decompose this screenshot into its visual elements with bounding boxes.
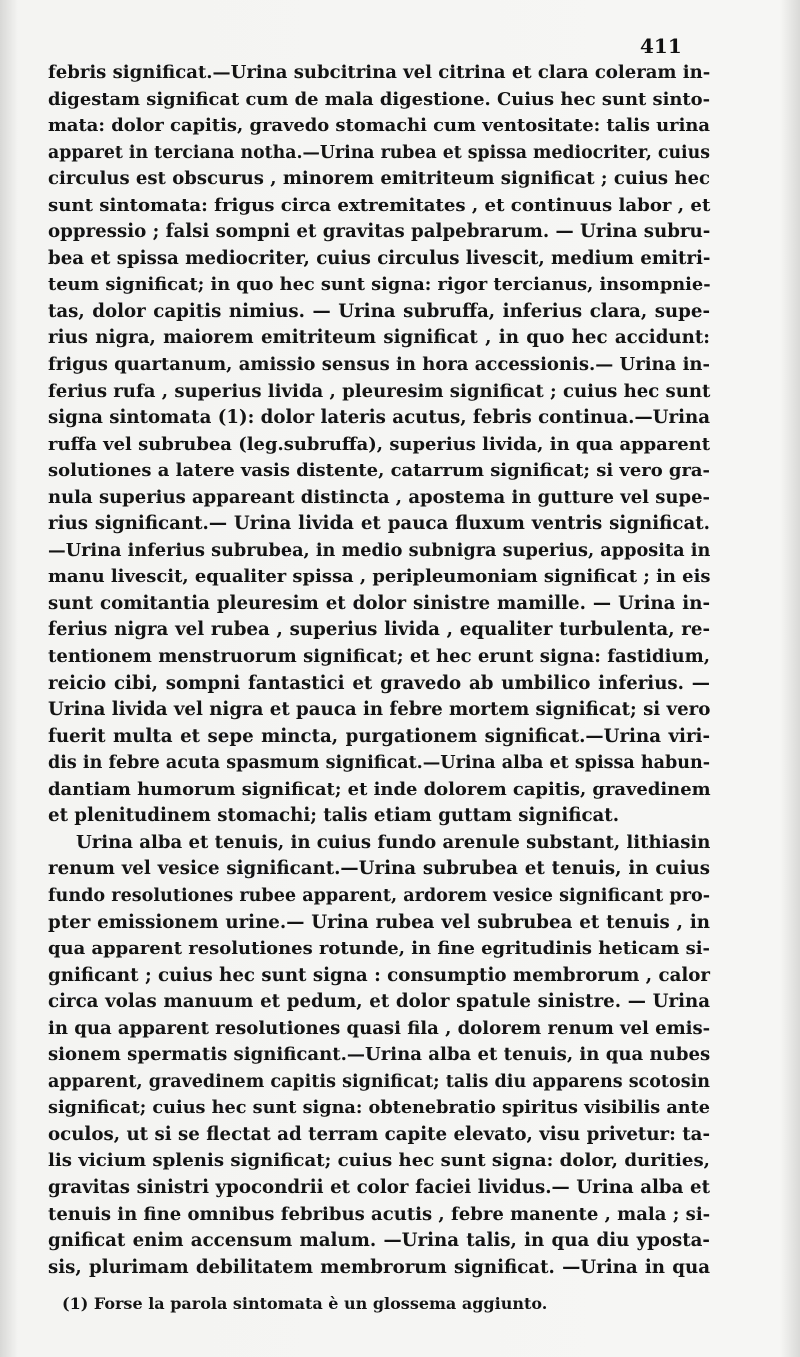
text-line: dis in febre acuta spasmum significat.—Urina alba et spissa habun- [48, 753, 710, 774]
text-line: tentionem menstruorum significat; et hec erunt signa: fastidium, [48, 646, 710, 668]
text-line: frigus quartanum, amissio sensus in hora accessionis.— Urina in- [48, 354, 710, 376]
text-line: tenuis in fine omnibus febribus acutis , febre manente , mala ; si- [48, 1203, 711, 1225]
body-text [48, 60, 710, 1281]
text-line: fuerit multa et sepe mincta, purgationem significat.—Urina viri- [48, 725, 710, 747]
page-number: 411 [640, 34, 682, 58]
text-line: ruffa vel subrubea (leg.subruffa), superius livida, in qua apparent [48, 433, 710, 455]
text-line: nula superius appareant distincta , apostema in gutture vel supe- [48, 486, 710, 508]
text-line: sunt sintomata: frigus circa extremitates , et continuus labor , et [48, 194, 711, 216]
text-line: sionem spermatis significant.—Urina alba et tenuis, in qua nubes [48, 1044, 711, 1066]
text-line: fundo resolutiones rubee apparent, ardorem vesice significant pro- [48, 884, 710, 906]
text-line: in qua apparent resolutiones quasi fila , dolorem renum vel emis- [48, 1017, 711, 1039]
text-line: gravitas sinistri ypocondrii et color faciei lividus.— Urina alba et [48, 1176, 710, 1198]
text-line: circulus est obscurus , minorem emitriteum significat ; cuius hec [48, 168, 710, 190]
text-line: lis vicium splenis significat; cuius hec sunt signa: dolor, durities, [48, 1150, 710, 1172]
text-line: signa sintomata (1): dolor lateris acutus, febris continua.—Urina [48, 407, 710, 429]
text-line: manu livescit, equaliter spissa , peripleumoniam significat ; in eis [48, 566, 711, 588]
text-line: circa volas manuum et pedum, et dolor spatule sinistre. — Urina [48, 991, 710, 1013]
text-line: qua apparent resolutiones rotunde, in fine egritudinis heticam si- [48, 938, 710, 960]
text-line: sunt comitantia pleuresim et dolor sinistre mamille. — Urina in- [48, 592, 710, 614]
text-line: febris significat.—Urina subcitrina vel citrina et clara coleram in- [48, 62, 711, 83]
text-line: apparet in terciana notha.—Urina rubea et spissa mediocriter, cuius [48, 142, 710, 163]
text-line: oculos, ut si se flectat ad terram capite elevato, visu privetur: ta- [48, 1123, 710, 1145]
text-line: oppressio ; falsi sompni et gravitas palpebrarum. — Urina subru- [48, 221, 711, 243]
text-line: et plenitudinem stomachi; talis etiam guttam significat. [48, 805, 620, 827]
text-line: —Urina inferius subrubea, in medio subnigra superius, apposita in [48, 539, 711, 561]
text-line: gnificat enim accensum malum. —Urina talis, in qua diu yposta- [48, 1230, 710, 1252]
text-line: Urina livida vel nigra et pauca in febre mortem significat; si vero [48, 699, 711, 721]
text-line: digestam significat cum de mala digestione. Cuius hec sunt sinto- [48, 88, 710, 110]
text-line: apparent, gravedinem capitis significat; talis diu apparens scotosin [48, 1071, 710, 1092]
text-line: teum significat; in quo hec sunt signa: rigor tercianus, insompnie- [48, 274, 711, 296]
text-line: dantiam humorum significat; et inde dolorem capitis, gravedinem [48, 778, 711, 800]
text-line: mata: dolor capitis, gravedo stomachi cum ventositate: talis urina [48, 115, 710, 137]
text-line: bea et spissa mediocriter, cuius circulus livescit, medium emitri- [48, 247, 711, 269]
text-line: reicio cibi, sompni fantastici et gravedo ab umbilico inferius. — [48, 672, 710, 694]
text-line: gnificant ; cuius hec sunt signa : consumptio membrorum , calor [48, 964, 710, 986]
text-line: rius significant.— Urina livida et pauca fluxum ventris significat. [48, 513, 710, 535]
text-line: renum vel vesice significant.—Urina subrubea et tenuis, in cuius [48, 858, 710, 880]
text-line: rius nigra, maiorem emitriteum significat , in quo hec accidunt: [48, 327, 710, 349]
text-line: ferius rufa , superius livida , pleuresim significat ; cuius hec sunt [48, 380, 711, 402]
text-line: sis, plurimam debilitatem membrorum significat. —Urina in qua [48, 1256, 710, 1278]
text-line: significat; cuius hec sunt signa: obtenebratio spiritus visibilis ante [48, 1097, 710, 1119]
footnote: (1) Forse la parola sintomata è un glossema aggiunto. [62, 1294, 548, 1313]
text-line: pter emissionem urine.— Urina rubea vel subrubea et tenuis , in [48, 911, 710, 933]
text-line: solutiones a latere vasis distente, catarrum significat; si vero gra- [48, 460, 710, 482]
text-line: tas, dolor capitis nimius. — Urina subruffa, inferius clara, supe- [48, 300, 710, 322]
text-line: ferius nigra vel rubea , superius livida , equaliter turbulenta, re- [48, 619, 710, 641]
text-line: Urina alba et tenuis, in cuius fundo arenule substant, lithiasin [76, 831, 711, 853]
